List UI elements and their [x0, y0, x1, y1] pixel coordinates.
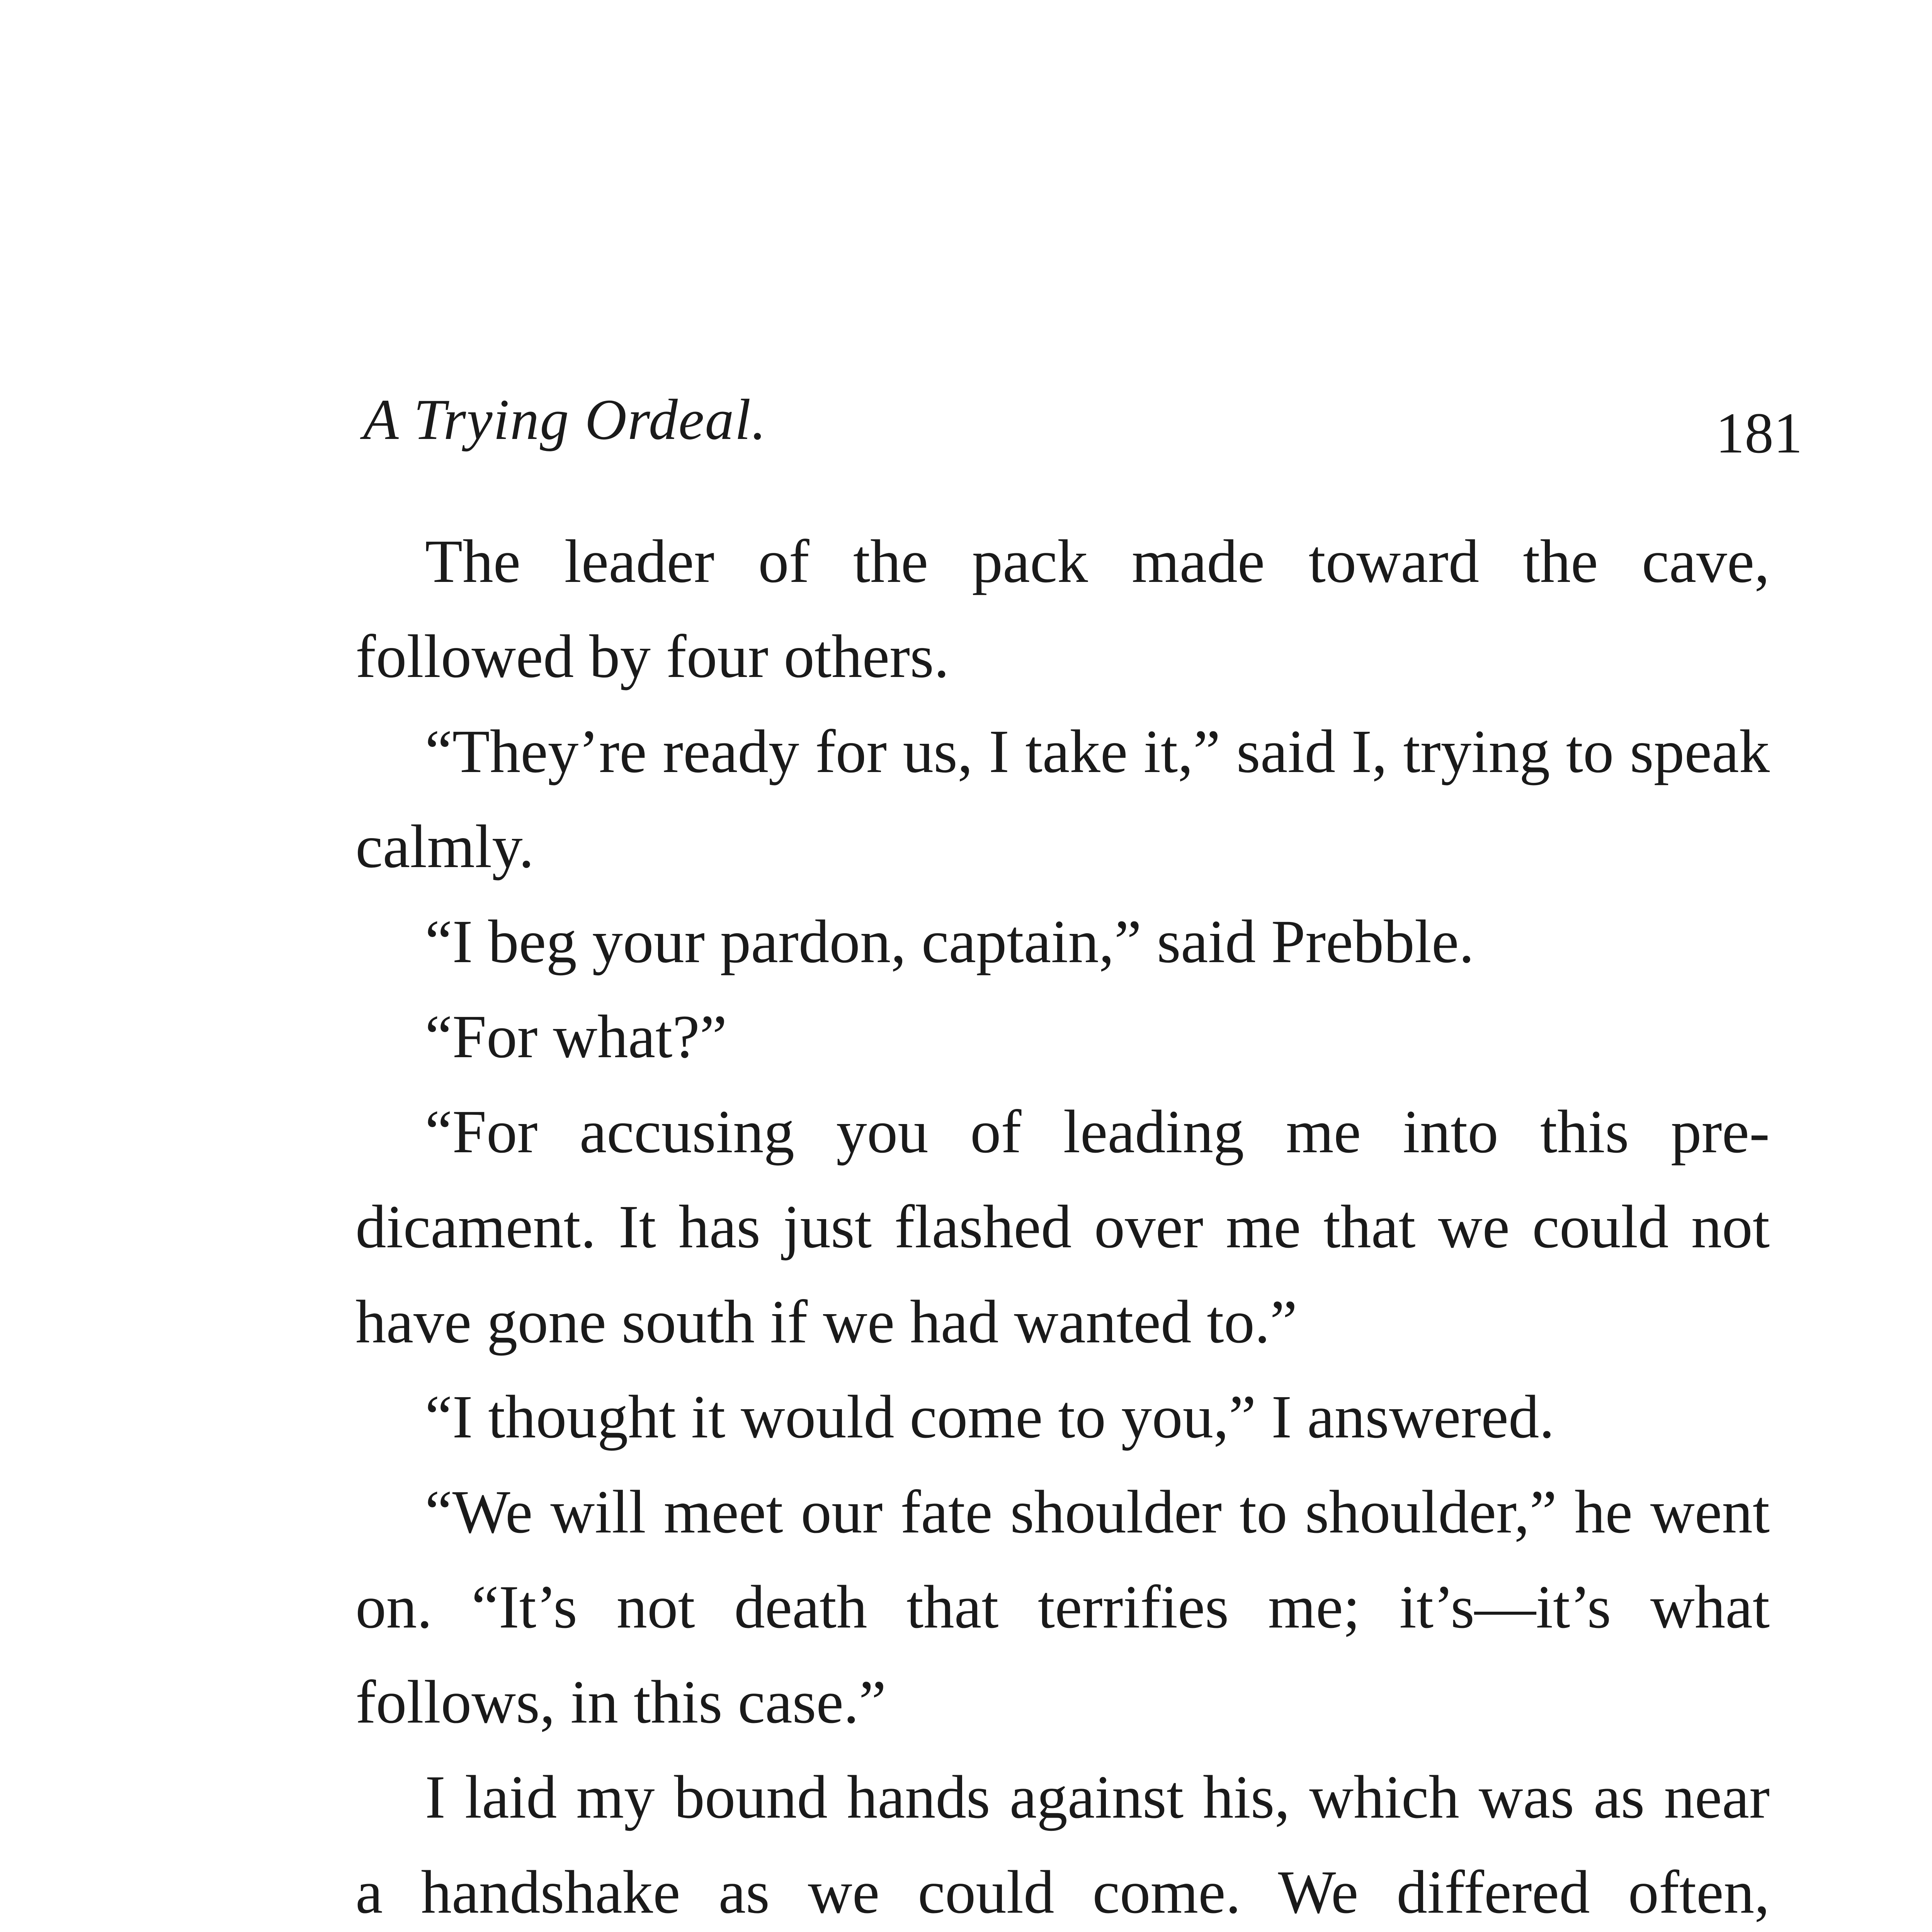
paragraph: I laid my bound hands against his, which was as near a handshake as we could come. We differed often,: [355, 1763, 1770, 1926]
body-text: [355, 514, 1770, 1932]
paragraph: “For accusing you of leading me into this predicament. It has just flashed over me that we could not have gone south if we had wanted to.”: [355, 1098, 1770, 1356]
paragraph: “They’re ready for us, I take it,” said I, trying to speak calmly.: [355, 718, 1770, 881]
paragraph: “I thought it would come to you,” I answered.: [425, 1383, 1555, 1451]
paragraph: “I beg your pardon, captain,” said Prebble.: [425, 908, 1475, 976]
page-number: 181: [1716, 401, 1803, 465]
paragraph: “We will meet our fate shoulder to shoulder,” he went on. “It’s not death that terrifies me; it’s—it’s what follows, in this case.”: [355, 1478, 1770, 1736]
running-title: A Trying Ordeal.: [363, 388, 767, 452]
paragraph: “For what?”: [425, 1003, 727, 1071]
paragraph: The leader of the pack made toward the cave, followed by four others.: [355, 527, 1770, 690]
